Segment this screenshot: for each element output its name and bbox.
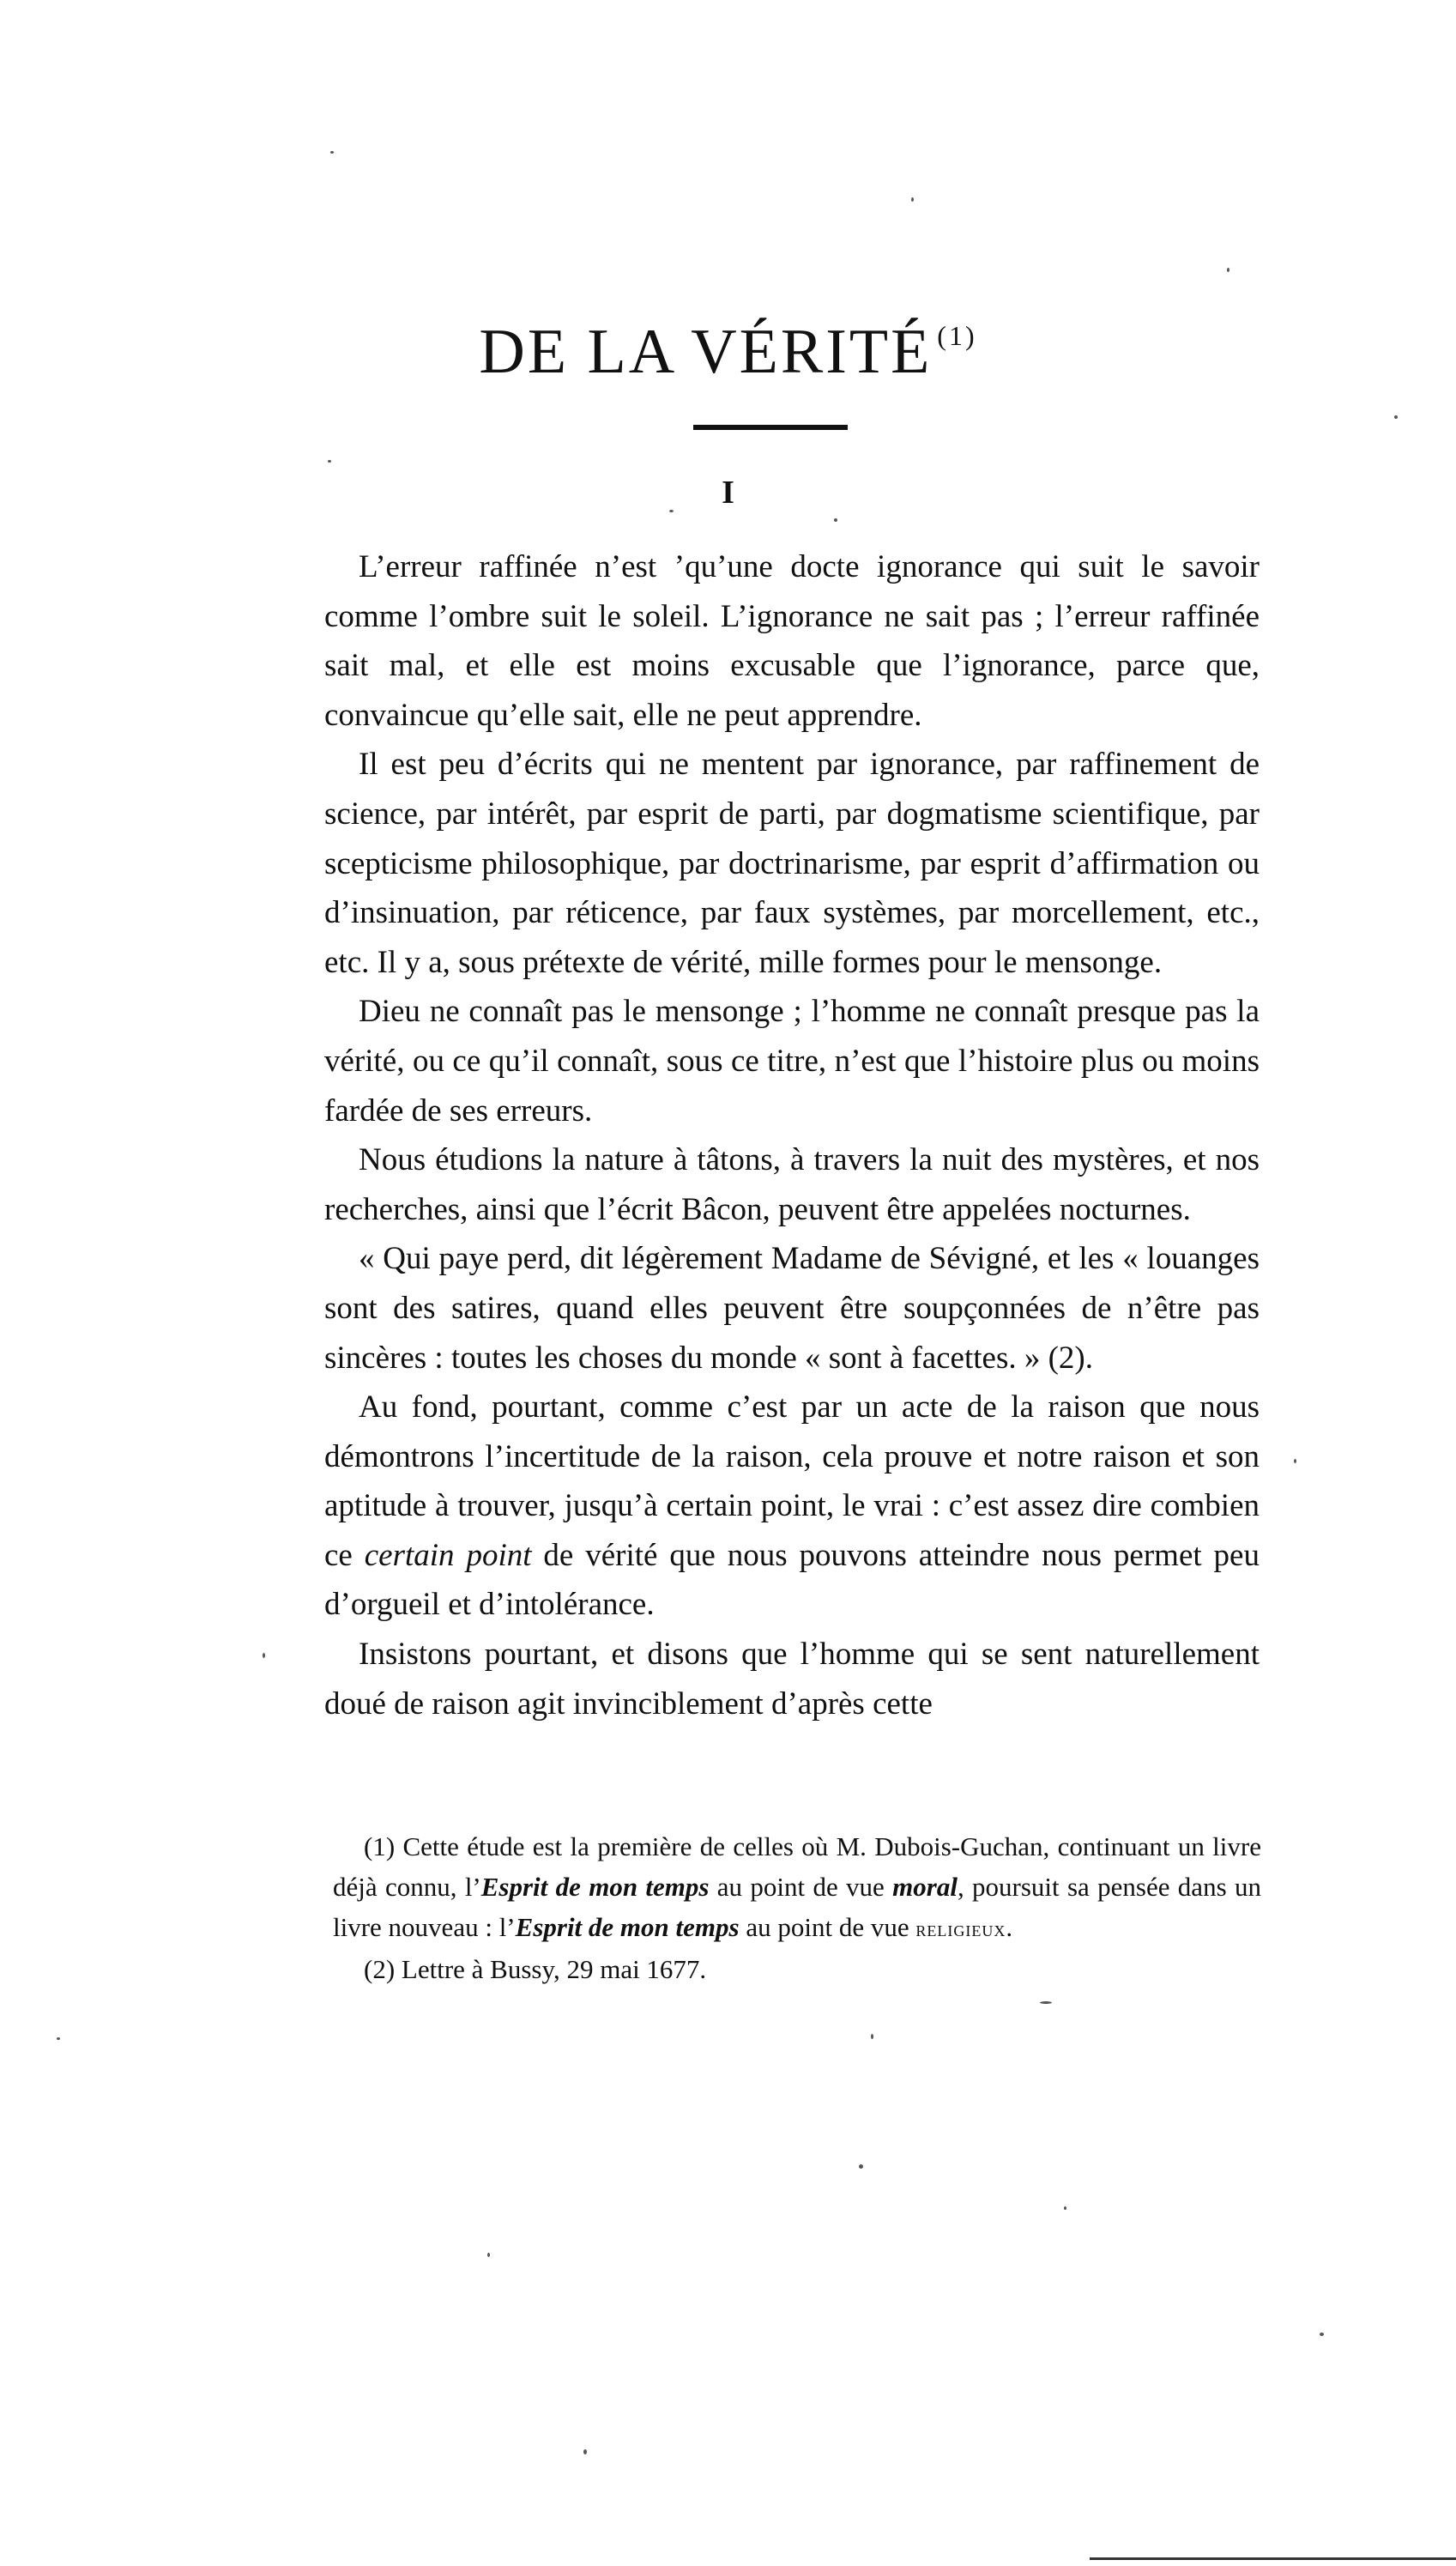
paragraph: Il est peu d’écrits qui ne mentent par ignorance, par raffinement de science, par intérêt, par esprit de parti, par dogmatisme scientifique, par scepticisme philosophique, par doctrinarisme, par esprit d’affirmation ou d’insinuation, par réticence, par faux systèmes, par morcellement, etc., etc. Il y a, sous prétexte de vérité, mille formes pour le mensonge. [324,747,1260,980]
paragraph: Dieu ne connaît pas le mensonge ; l’homme ne connaît presque pas la vérité, ou ce qu’il connaît, sous ce titre, n’est que l’histoire plus ou moins fardée de ses erreurs. [324,994,1260,1129]
scan-speck [834,518,837,522]
scan-speck [1294,1459,1296,1463]
scan-speck [57,2037,60,2040]
chapter-title [0,316,1456,389]
footnote-text: (1) Cette étude est la première de celles où M. Dubois-Guchan, continuant un livre déjà connu, l’ [333,1831,1261,1902]
paragraph: Nous étudions la nature à tâtons, à travers la nuit des mystères, et nos recherches, ainsi que l’écrit Bâcon, peuvent être appelées nocturnes. [324,1142,1260,1227]
footnote-reference: (1) [937,320,977,352]
emphasis-text: certain point [364,1537,532,1573]
paragraph: L’erreur raffinée n’est ’qu’une docte ignorance qui suit le savoir comme l’ombre suit le soleil. L’ignorance ne sait pas ; l’erreur raffinée sait mal, et elle est moins excusable que l’ignorance, parce que, convaincue qu’elle sait, elle ne peut apprendre. [324,549,1260,733]
scan-speck [328,460,331,463]
chapter-title-text: DE LA VÉRITÉ [479,317,933,387]
scan-speck [1320,2333,1324,2336]
title-rule [693,425,848,430]
footnote-text: , poursuit sa pensée dans un livre nouveau : l’ [333,1872,1261,1942]
scan-speck [911,197,914,202]
section-number: I [722,475,734,511]
scan-speck [871,2034,873,2039]
footnote-text: au point de vue [739,1912,916,1942]
scan-edge-line [1090,2557,1456,2560]
emphasis-text: moral [892,1872,958,1902]
footnote-text: au point de vue [709,1872,893,1902]
footnote-text: . [1006,1912,1013,1942]
small-caps-text: religieux [915,1916,1006,1941]
footnote-2: (2) Lettre à Bussy, 29 mai 1677. [364,1954,707,1984]
scan-speck [1064,2206,1066,2210]
scan-speck [1227,268,1229,272]
footnote-1 [333,1826,1261,1949]
paragraph: Insistons pourtant, et disons que l’homme qui se sent naturellement doué de raison agit invinciblement d’après cette [324,1637,1260,1722]
scan-speck [583,2449,587,2454]
book-title: Esprit de mon temps [515,1912,740,1942]
scan-speck [669,510,674,512]
scan-speck [487,2253,490,2257]
paragraph-text: de vérité que nous pouvons atteindre nous permet peu d’orgueil et d’intolérance. [324,1537,1260,1623]
scan-speck [1394,415,1398,419]
paragraph-text: Au fond, pourtant, comme c’est par un acte de la raison que nous démontrons l’incertitude de la raison, cela prouve et notre raison et son aptitude à trouver, jusqu’à certain point, le vrai : c’est assez dire combien ce [324,1389,1260,1573]
paragraph [324,1383,1260,1630]
scan-speck [330,151,334,154]
body-text [324,542,1260,1728]
quotation-paragraph: « Qui paye perd, dit légèrement Madame de Sévigné, et les « louanges sont des satires, quand elles peuvent être soupçonnées de n’être pas sincères : toutes les choses du monde « sont à facettes. » (2). [324,1241,1260,1376]
book-title: Esprit de mon temps [480,1872,710,1902]
scan-speck [859,2164,863,2169]
scan-speck [1040,2001,1052,2004]
scan-speck [263,1653,265,1658]
footnotes [333,1826,1261,1989]
